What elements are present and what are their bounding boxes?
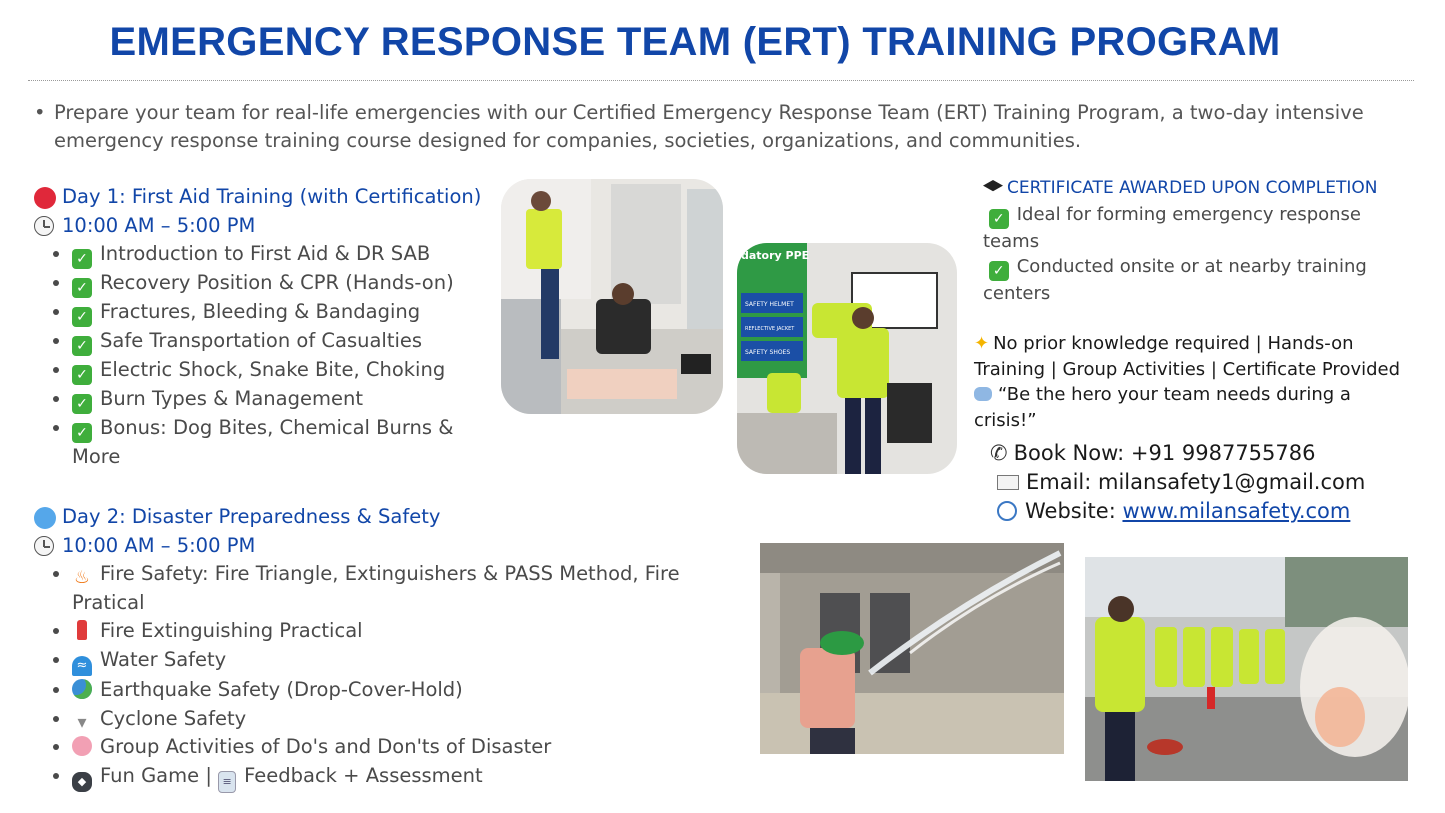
sparkles-icon: ✦ xyxy=(974,333,990,354)
day2-time: 10:00 AM – 5:00 PM xyxy=(62,533,256,557)
email-icon xyxy=(997,475,1019,490)
check-icon: ✓ xyxy=(72,423,92,443)
extinguisher-demo-image xyxy=(1085,557,1408,781)
fire-hose-photo xyxy=(760,543,1064,754)
sign-title: datory PPE xyxy=(741,249,810,262)
extinguisher-icon xyxy=(77,620,87,640)
red-circle-icon xyxy=(34,187,56,209)
list-item xyxy=(72,298,504,327)
day2-list xyxy=(34,560,754,793)
list-item xyxy=(72,646,754,676)
certificate-point-text: Ideal for forming emergency response teams xyxy=(983,203,1361,252)
sign-item: REFLECTIVE JACKET xyxy=(745,326,795,332)
certificate-block xyxy=(983,176,1383,307)
sign-item: SAFETY HELMET xyxy=(745,301,794,308)
list-item xyxy=(72,733,754,762)
quote-row xyxy=(974,382,1414,433)
phone-icon: ✆ xyxy=(990,441,1008,465)
title-divider xyxy=(28,80,1414,81)
list-item-text: Cyclone Safety xyxy=(100,706,247,730)
list-item xyxy=(72,676,754,705)
certificate-heading: CERTIFICATE AWARDED UPON COMPLETION xyxy=(1007,178,1378,198)
list-item-text: Earthquake Safety (Drop-Cover-Hold) xyxy=(100,677,463,701)
casualty-transport-photo xyxy=(737,243,957,474)
list-item xyxy=(72,240,504,269)
phone-text: Book Now: +91 9987755786 xyxy=(1013,441,1316,465)
fire-icon: ♨ xyxy=(73,567,91,589)
day1-list xyxy=(34,240,504,472)
day2-time-row xyxy=(34,532,754,561)
cpr-training-photo xyxy=(501,179,723,414)
day2-section xyxy=(34,503,754,793)
list-item xyxy=(72,705,754,734)
brain-icon xyxy=(72,736,92,756)
day1-heading: Day 1: First Aid Training (with Certification) xyxy=(62,185,482,208)
tornado-icon: ▾ xyxy=(77,711,87,733)
clock-icon xyxy=(34,216,54,236)
gamepad-icon: ◆ xyxy=(72,772,92,792)
list-item xyxy=(72,617,754,646)
list-item-text: Fire Safety: Fire Triangle, Extinguishers & PASS Method, Fire Pratical xyxy=(72,562,680,614)
clock-icon xyxy=(34,536,54,556)
phone-row[interactable] xyxy=(990,439,1365,468)
globe-icon xyxy=(997,501,1017,521)
globe-icon xyxy=(72,679,92,699)
highlights-block xyxy=(974,331,1414,433)
list-item-text: Feedback + Assessment xyxy=(244,763,483,787)
quote-text: “Be the hero your team needs during a crisis!” xyxy=(974,384,1351,431)
sign-item: SAFETY SHOES xyxy=(745,349,791,356)
day2-heading: Day 2: Disaster Preparedness & Safety xyxy=(62,505,441,528)
check-icon: ✓ xyxy=(72,394,92,414)
day1-section xyxy=(34,183,504,472)
list-item-text: Burn Types & Management xyxy=(100,387,363,411)
certificate-point xyxy=(983,254,1383,307)
wave-icon: ≈ xyxy=(72,656,92,676)
list-item-text: Recovery Position & CPR (Hands-on) xyxy=(100,271,454,295)
list-item-text: Bonus: Dog Bites, Chemical Burns & More xyxy=(72,416,454,469)
check-icon: ✓ xyxy=(989,261,1009,281)
website-link[interactable]: www.milansafety.com xyxy=(1122,499,1351,523)
list-item-text: Introduction to First Aid & DR SAB xyxy=(100,242,431,266)
check-icon: ✓ xyxy=(72,249,92,269)
day2-heading-row xyxy=(34,503,754,532)
highlights-text: No prior knowledge required | Hands-on Training | Group Activities | Certificate Provided xyxy=(974,333,1401,380)
check-icon: ✓ xyxy=(72,307,92,327)
list-item xyxy=(72,327,504,356)
list-item xyxy=(72,414,504,472)
check-icon: ✓ xyxy=(72,278,92,298)
list-item xyxy=(72,356,504,385)
fire-hose-image xyxy=(760,543,1064,754)
check-icon: ✓ xyxy=(72,336,92,356)
blue-circle-icon xyxy=(34,507,56,529)
intro-paragraph: • Prepare your team for real-life emergencies with our Certified Emergency Response Team (ERT) Training Program, a two-day intensive emergency response training course designed for companies, societies, organizations, and communities. xyxy=(54,99,1384,155)
day1-time-row xyxy=(34,212,504,241)
list-item xyxy=(72,385,504,414)
extinguisher-demo-photo xyxy=(1085,557,1408,781)
cpr-training-image xyxy=(501,179,723,414)
list-item-text: Electric Shock, Snake Bite, Choking xyxy=(100,358,446,382)
list-item-text: Fun Game | xyxy=(100,763,219,787)
casualty-transport-image xyxy=(737,243,957,474)
list-item-text: Group Activities of Do's and Don'ts of Disaster xyxy=(100,735,552,759)
list-item-text: Safe Transportation of Casualties xyxy=(100,329,423,353)
speech-bubble-icon xyxy=(974,387,992,401)
certificate-heading-row xyxy=(983,176,1383,202)
list-item xyxy=(72,560,754,617)
day1-time: 10:00 AM – 5:00 PM xyxy=(62,213,256,237)
certificate-point-text: Conducted onsite or at nearby training centers xyxy=(983,256,1367,304)
list-item xyxy=(72,762,754,793)
document-icon: ≡ xyxy=(218,771,236,793)
website-label: Website: xyxy=(1025,499,1123,523)
certificate-point xyxy=(983,202,1383,255)
list-item-text: Fire Extinguishing Practical xyxy=(100,619,363,643)
list-item-text: Fractures, Bleeding & Bandaging xyxy=(100,300,421,324)
email-text: Email: milansafety1@gmail.com xyxy=(1026,470,1366,494)
email-row[interactable] xyxy=(990,468,1365,497)
check-icon: ✓ xyxy=(989,209,1009,229)
list-item-text: Water Safety xyxy=(100,647,227,671)
page-title: EMERGENCY RESPONSE TEAM (ERT) TRAINING PROGRAM xyxy=(109,20,1281,64)
website-row xyxy=(990,497,1365,526)
highlights-row xyxy=(974,331,1414,382)
day1-heading-row xyxy=(34,183,504,212)
contact-block xyxy=(990,439,1365,526)
list-item xyxy=(72,269,504,298)
check-icon: ✓ xyxy=(72,365,92,385)
graduation-cap-icon xyxy=(983,180,1003,194)
